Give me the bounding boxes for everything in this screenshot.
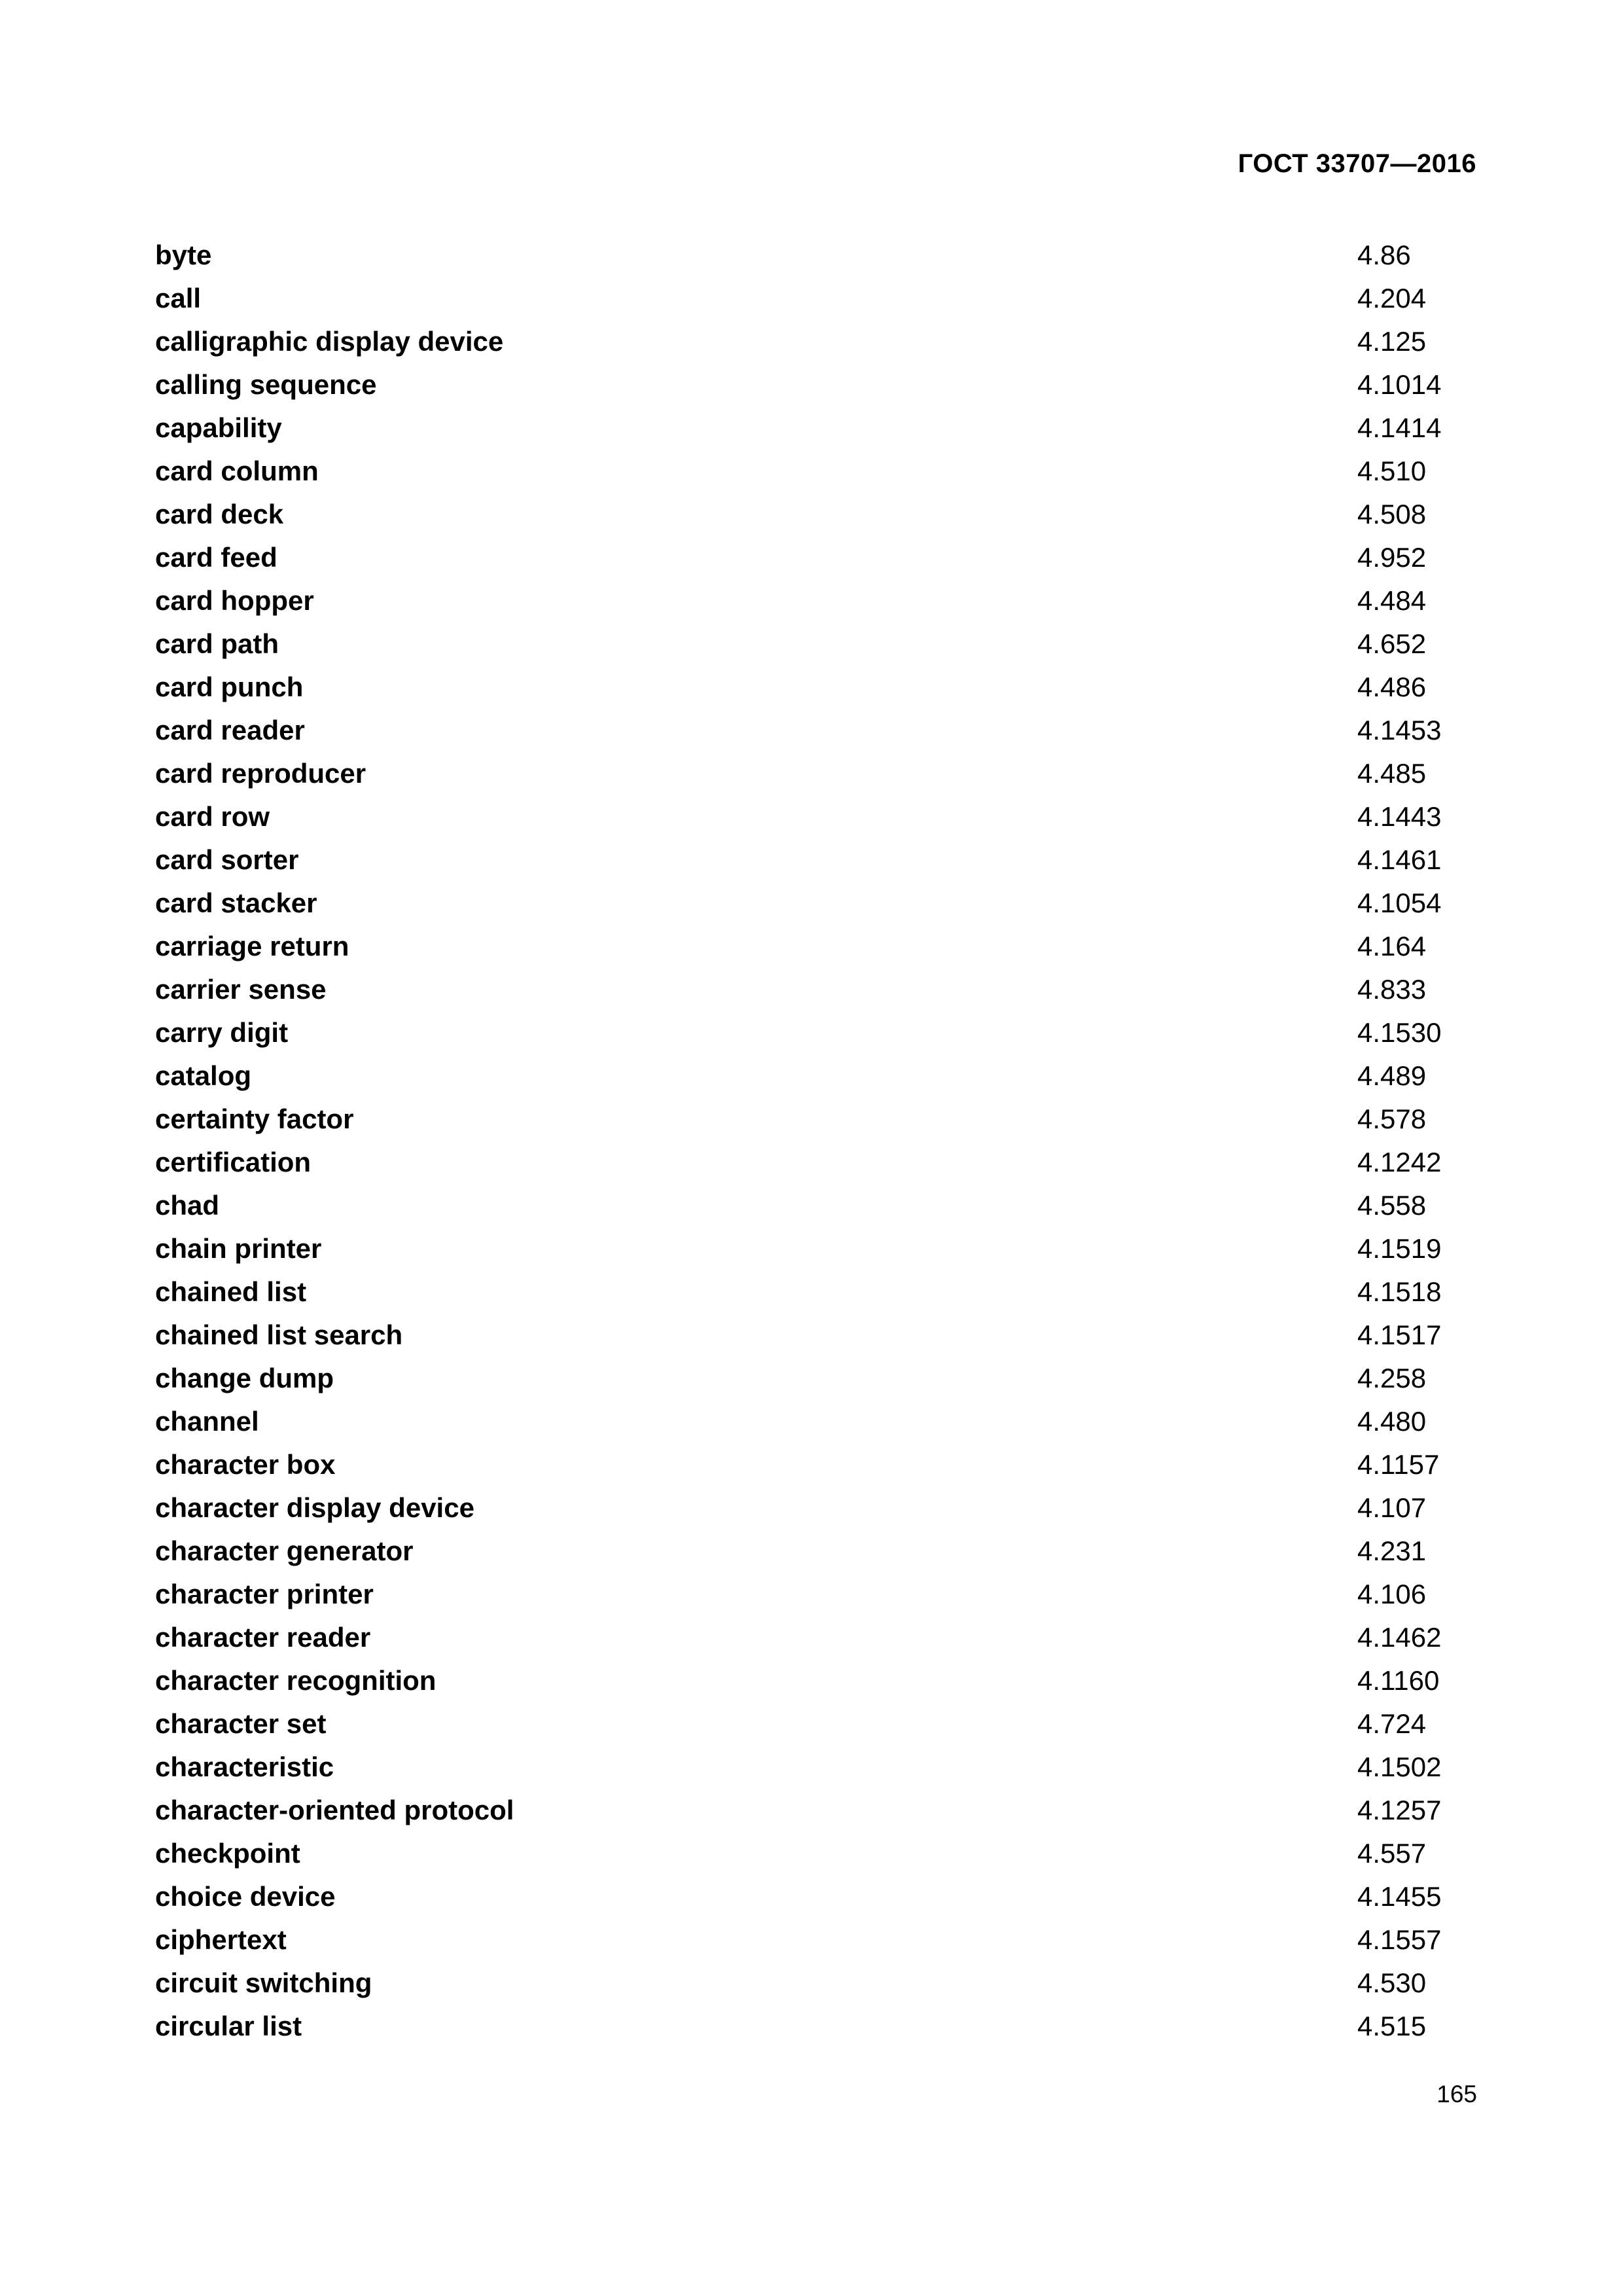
index-row: [155, 325, 1490, 368]
index-term: catalog: [155, 1060, 252, 1091]
index-reference: 4.515: [1357, 2011, 1427, 2041]
index-row: [155, 1059, 1490, 1102]
index-reference: 4.1157: [1357, 1449, 1440, 1480]
index-row: [155, 800, 1490, 843]
index-row: [155, 886, 1490, 929]
index-reference: 4.833: [1357, 974, 1427, 1005]
index-term: character set: [155, 1708, 327, 1739]
index-reference: 4.1462: [1357, 1622, 1442, 1653]
index-reference: 4.164: [1357, 931, 1427, 961]
index-reference: 4.107: [1357, 1492, 1427, 1523]
index-row: [155, 281, 1490, 325]
index-term: certification: [155, 1147, 312, 1177]
index-reference: 4.1443: [1357, 801, 1442, 832]
term-index-list: [155, 238, 1490, 2053]
index-reference: 4.125: [1357, 326, 1427, 357]
index-term: chained list: [155, 1276, 307, 1307]
index-row: [155, 1837, 1490, 1880]
index-term: calligraphic display device: [155, 326, 504, 357]
index-row: [155, 1577, 1490, 1621]
index-row: [155, 454, 1490, 497]
page-header-standard: ГОСТ 33707—2016: [1238, 149, 1476, 178]
index-row: [155, 627, 1490, 670]
index-row: [155, 1102, 1490, 1145]
index-term: card sorter: [155, 844, 299, 875]
index-reference: 4.1242: [1357, 1147, 1442, 1177]
index-term: calling sequence: [155, 369, 377, 400]
index-reference: 4.1453: [1357, 715, 1442, 745]
index-reference: 4.530: [1357, 1967, 1427, 1998]
index-reference: 4.1502: [1357, 1751, 1442, 1782]
index-term: card row: [155, 801, 270, 832]
index-term: card deck: [155, 499, 284, 529]
index-row: [155, 1189, 1490, 1232]
index-term: character printer: [155, 1579, 374, 1609]
index-term: card column: [155, 456, 319, 486]
index-reference: 4.86: [1357, 240, 1411, 270]
index-row: [155, 1750, 1490, 1793]
index-reference: 4.484: [1357, 585, 1427, 616]
index-row: [155, 1448, 1490, 1491]
index-row: [155, 2009, 1490, 2053]
index-row: [155, 1016, 1490, 1059]
index-reference: 4.952: [1357, 542, 1427, 573]
index-term: card path: [155, 628, 279, 659]
index-row: [155, 713, 1490, 757]
index-row: [155, 1275, 1490, 1318]
index-term: channel: [155, 1406, 259, 1437]
index-row: [155, 973, 1490, 1016]
index-row: [155, 1145, 1490, 1189]
index-term: byte: [155, 240, 212, 270]
index-reference: 4.1517: [1357, 1319, 1442, 1350]
index-term: character box: [155, 1449, 336, 1480]
index-term: chad: [155, 1190, 220, 1221]
index-term: carriage return: [155, 931, 349, 961]
index-reference: 4.1461: [1357, 844, 1442, 875]
index-row: [155, 368, 1490, 411]
index-term: carry digit: [155, 1017, 289, 1048]
index-row: [155, 1793, 1490, 1837]
index-reference: 4.486: [1357, 672, 1427, 702]
index-row: [155, 1923, 1490, 1966]
index-term: chain printer: [155, 1233, 322, 1264]
index-term: card hopper: [155, 585, 314, 616]
index-term: circular list: [155, 2011, 302, 2041]
index-term: character generator: [155, 1535, 414, 1566]
index-reference: 4.480: [1357, 1406, 1427, 1437]
index-row: [155, 843, 1490, 886]
index-row: [155, 1966, 1490, 2009]
index-term: checkpoint: [155, 1838, 300, 1869]
index-reference: 4.1518: [1357, 1276, 1442, 1307]
index-term: character display device: [155, 1492, 474, 1523]
index-reference: 4.1557: [1357, 1924, 1442, 1955]
index-row: [155, 670, 1490, 713]
index-reference: 4.106: [1357, 1579, 1427, 1609]
index-row: [155, 1534, 1490, 1577]
index-term: card stacker: [155, 888, 317, 918]
index-term: characteristic: [155, 1751, 334, 1782]
index-reference: 4.231: [1357, 1535, 1427, 1566]
index-row: [155, 1318, 1490, 1361]
index-reference: 4.489: [1357, 1060, 1427, 1091]
index-term: ciphertext: [155, 1924, 287, 1955]
index-reference: 4.1054: [1357, 888, 1442, 918]
index-row: [155, 584, 1490, 627]
index-reference: 4.1414: [1357, 412, 1442, 443]
index-reference: 4.485: [1357, 758, 1427, 789]
index-row: [155, 497, 1490, 541]
index-term: certainty factor: [155, 1103, 354, 1134]
index-term: card reproducer: [155, 758, 366, 789]
index-term: character reader: [155, 1622, 371, 1653]
index-term: card punch: [155, 672, 304, 702]
index-row: [155, 1880, 1490, 1923]
index-reference: 4.258: [1357, 1363, 1427, 1393]
index-reference: 4.1530: [1357, 1017, 1442, 1048]
index-reference: 4.558: [1357, 1190, 1427, 1221]
index-reference: 4.1257: [1357, 1795, 1442, 1825]
index-row: [155, 411, 1490, 454]
index-reference: 4.510: [1357, 456, 1427, 486]
index-reference: 4.508: [1357, 499, 1427, 529]
index-term: card feed: [155, 542, 277, 573]
index-term: circuit switching: [155, 1967, 372, 1998]
index-reference: 4.578: [1357, 1103, 1427, 1134]
index-row: [155, 1405, 1490, 1448]
index-term: choice device: [155, 1881, 336, 1912]
index-row: [155, 1491, 1490, 1534]
index-term: card reader: [155, 715, 305, 745]
index-term: character-oriented protocol: [155, 1795, 514, 1825]
index-row: [155, 1621, 1490, 1664]
index-term: change dump: [155, 1363, 334, 1393]
index-row: [155, 541, 1490, 584]
index-term: chained list search: [155, 1319, 403, 1350]
index-term: call: [155, 283, 202, 314]
index-row: [155, 1707, 1490, 1750]
index-reference: 4.557: [1357, 1838, 1427, 1869]
index-reference: 4.1455: [1357, 1881, 1442, 1912]
index-term: character recognition: [155, 1665, 437, 1696]
index-term: capability: [155, 412, 282, 443]
index-row: [155, 929, 1490, 973]
index-row: [155, 757, 1490, 800]
index-reference: 4.724: [1357, 1708, 1427, 1739]
index-reference: 4.1519: [1357, 1233, 1442, 1264]
index-row: [155, 1361, 1490, 1405]
index-row: [155, 238, 1490, 281]
index-reference: 4.1014: [1357, 369, 1442, 400]
index-reference: 4.1160: [1357, 1665, 1440, 1696]
index-reference: 4.204: [1357, 283, 1427, 314]
index-term: carrier sense: [155, 974, 327, 1005]
index-row: [155, 1664, 1490, 1707]
page-number: 165: [1436, 2081, 1477, 2108]
index-reference: 4.652: [1357, 628, 1427, 659]
index-row: [155, 1232, 1490, 1275]
